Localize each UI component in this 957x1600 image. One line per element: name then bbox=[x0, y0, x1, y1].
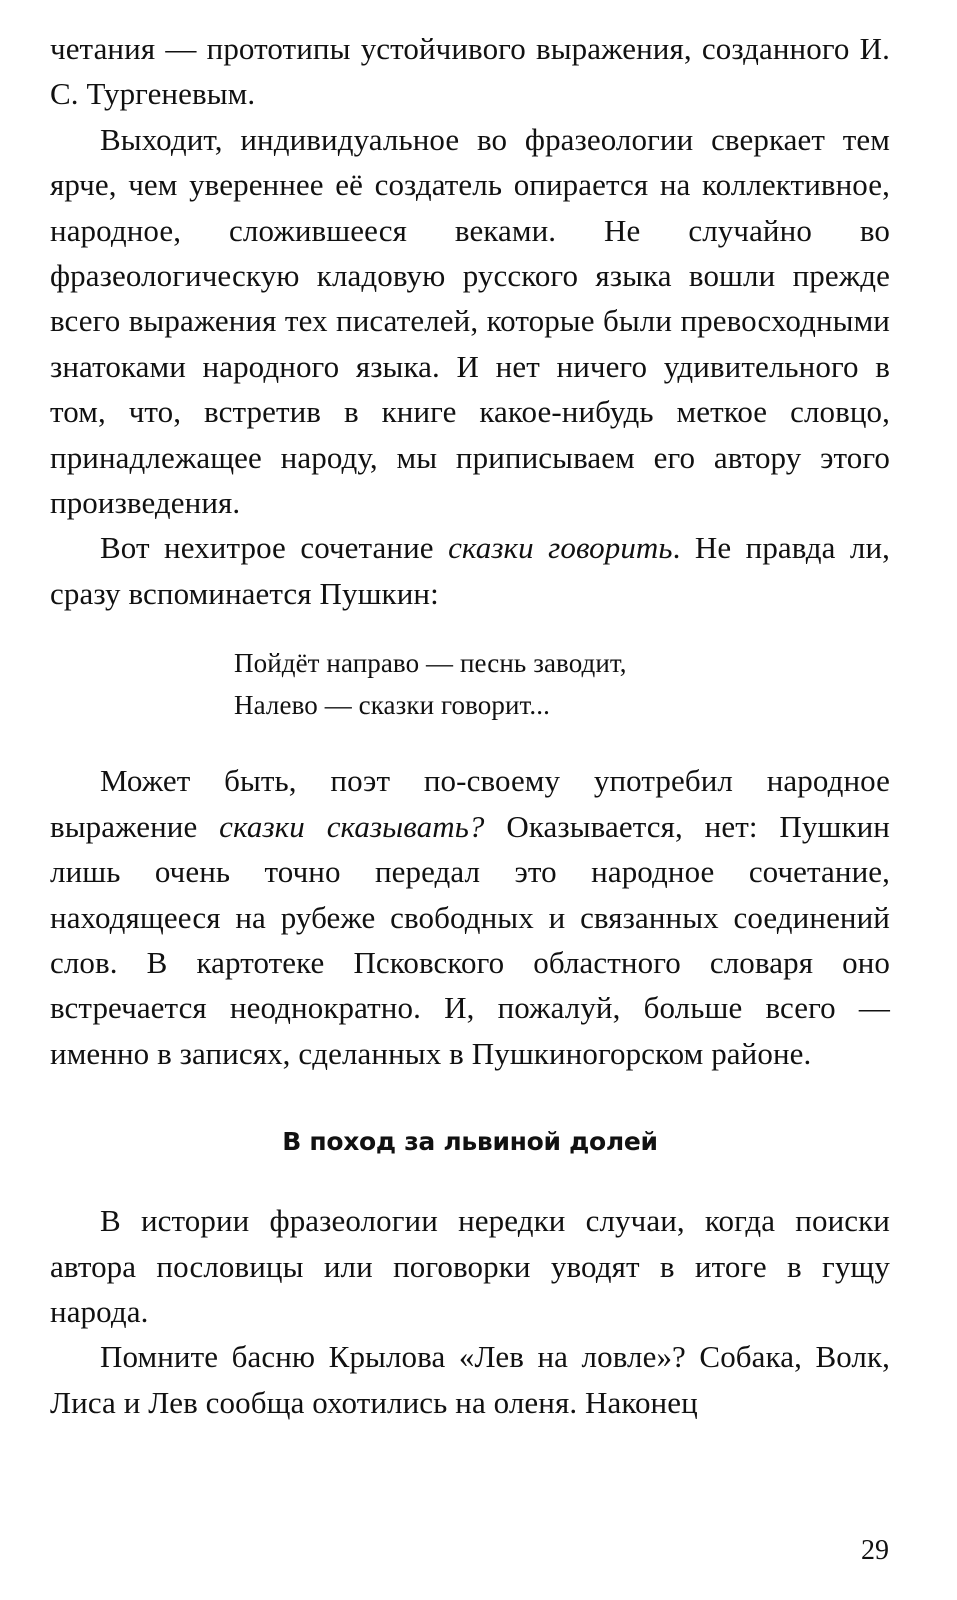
paragraph-3-text-end: . Не правда ли, сразу вспоминается Пушкин: bbox=[50, 530, 890, 611]
paragraph-3 bbox=[50, 525, 890, 616]
page-number: 29 bbox=[861, 1535, 889, 1566]
paragraph-4 bbox=[50, 758, 890, 1076]
paragraph-3-text-start: Вот нехитрое сочетание bbox=[100, 530, 449, 566]
verse-line-1: Пойдёт направо — песнь заводит, bbox=[234, 648, 627, 679]
italic-phrase-skazki-skazyvat: сказки сказывать? bbox=[219, 808, 485, 844]
paragraph-6: Помните басню Крылова «Лев на ловле»? Собака, Волк, Лиса и Лев сообща охотились на оленя. Наконец bbox=[50, 1339, 890, 1420]
paragraph-5: В истории фразеологии нередки случаи, когда поиски автора пословицы или поговорки уводят в итоге в гущу народа. bbox=[50, 1203, 890, 1329]
page-body bbox=[50, 26, 890, 1425]
verse-line-2: Налево — сказки говорит... bbox=[234, 690, 550, 721]
paragraph-4-text-end: Оказывается, нет: Пушкин лишь очень точно передал это народное сочетание, находящееся на рубеже свободных и связанных соединений слов. В картотеке Псковского областного словаря оно встречается неоднократно. И, пожалуй, больше всего — именно в записях, сделанных в Пушкиногорском районе. bbox=[50, 808, 890, 1071]
paragraph-4-text-start: Может быть, поэт по-своему употребил народное выражение bbox=[50, 763, 890, 844]
paragraph-2: Выходит, индивидуальное во фразеологии сверкает тем ярче, чем увереннее её создатель опирается на коллективное, народное, сложившееся веками. Не случайно во фразеологическую кладовую русского языка вошли прежде всего выражения тех писателей, которые были превосходными знатоками народного языка. И нет ничего удивительного в том, что, встретив в книге какое-нибудь меткое словцо, принадлежащее народу, мы приписываем его автору этого произведения. bbox=[50, 121, 890, 521]
paragraph-1: четания — прототипы устойчивого выражения, созданного И. С. Тургеневым. bbox=[50, 31, 890, 112]
italic-phrase-skazki-govorit: сказки говорить bbox=[448, 530, 673, 566]
section-heading: В поход за львиной долей bbox=[282, 1127, 658, 1157]
verse-quote bbox=[234, 642, 890, 726]
